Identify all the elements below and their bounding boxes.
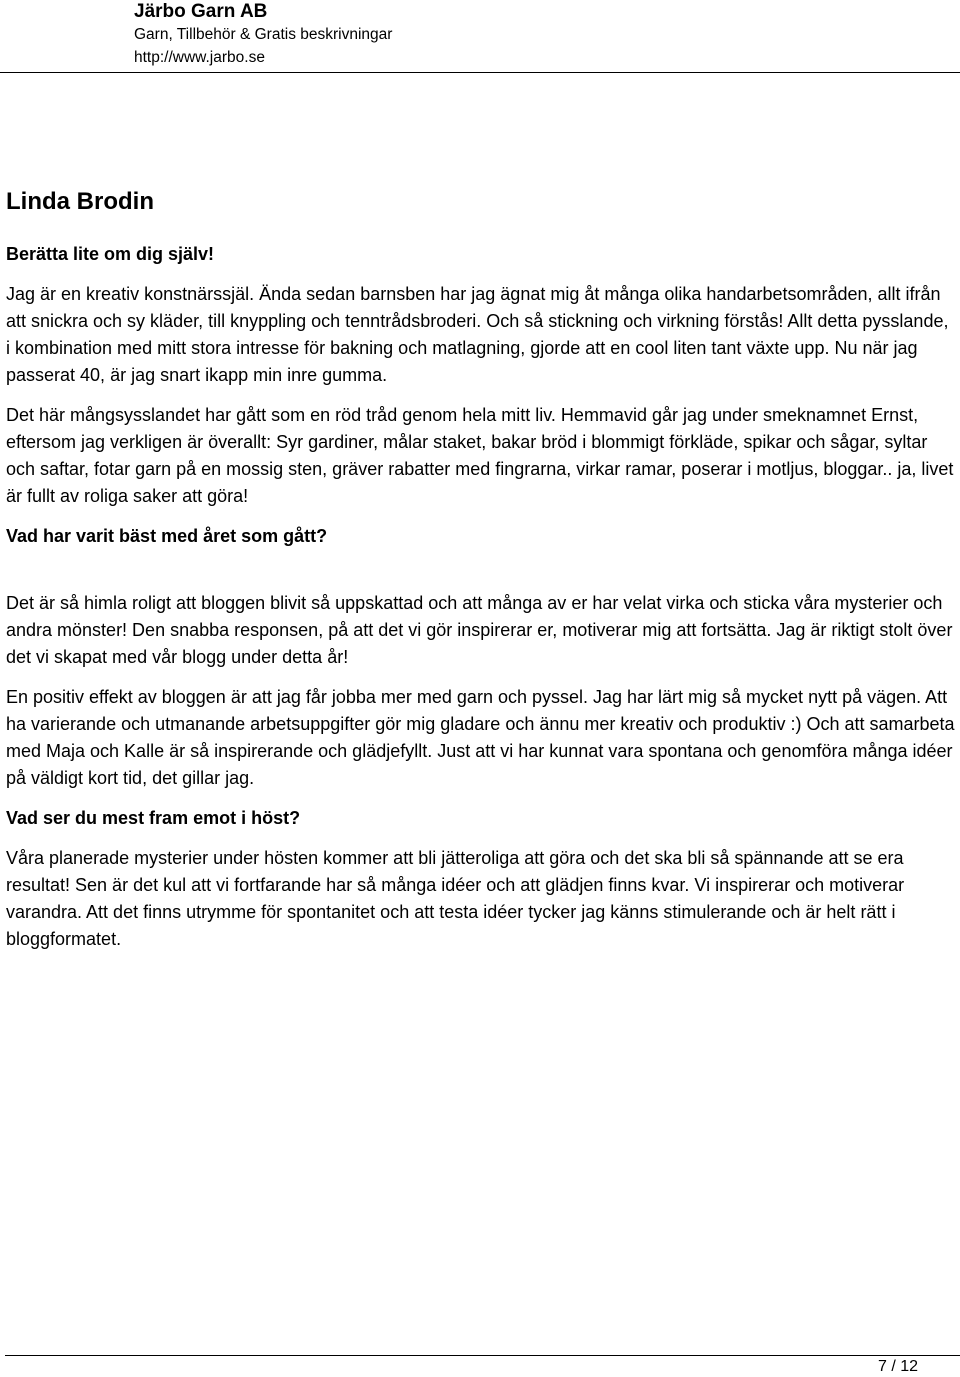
company-name: Järbo Garn AB — [134, 1, 268, 22]
paragraph-4: En positiv effekt av bloggen är att jag får jobba mer med garn och pyssel. Jag har lärt mig så mycket nytt på vägen. Att ha varierande och utmanande arbetsuppgifter gör mig gladare och ännu mer kreativ och produktiv :) Och att samarbeta med Maja och Kalle är så inspirerande och glädjefyllt. Just att vi har kunnat vara spontana och genomföra många idéer på väldigt kort tid, det gillar jag. — [6, 687, 955, 788]
question-heading-3: Vad ser du mest fram emot i höst? — [6, 808, 301, 828]
article-body — [6, 185, 956, 966]
company-url[interactable]: http://www.jarbo.se — [134, 49, 265, 66]
paragraph-2: Det här mångsysslandet har gått som en röd tråd genom hela mitt liv. Hemmavid går jag under smeknamnet Ernst, eftersom jag verkligen är överallt: Syr gardiner, målar staket, bakar bröd i blommigt förkläde, spikar och sågar, syltar och saftar, fotar garn på en mossig sten, gräver rabatter med fingrarna, virkar ramar, poserar i motljus, bloggar.. ja, livet är fullt av roliga saker att göra! — [6, 405, 954, 506]
paragraph-3: Det är så himla roligt att bloggen blivit så uppskattad och att många av er har velat virka och sticka våra mysterier och andra mönster! Den snabba responsen, på att det vi gör inspirerar er, motiverar mig att fortsätta. Jag är riktigt stolt över det vi skapat med vår blogg under detta år! — [6, 593, 953, 667]
company-tagline: Garn, Tillbehör & Gratis beskrivningar — [134, 26, 393, 43]
page-header — [134, 0, 954, 69]
paragraph-5: Våra planerade mysterier under hösten kommer att bli jätteroliga att göra och det ska bli så spännande att se era resultat! Sen är det kul att vi fortfarande har så många idéer och att glädjen finns kvar. Vi inspirerar och motiverar varandra. Att det finns utrymme för spontanitet och att testa idéer tycker jag känns stimulerande och är helt rätt i bloggformatet. — [6, 848, 905, 949]
header-divider — [0, 72, 960, 73]
page-number: 7 / 12 — [877, 1358, 918, 1375]
question-heading-2: Vad har varit bäst med året som gått? — [6, 526, 328, 546]
article-title: Linda Brodin — [6, 188, 154, 215]
footer-divider — [5, 1355, 960, 1356]
question-heading-1: Berätta lite om dig själv! — [6, 244, 215, 264]
paragraph-1: Jag är en kreativ konstnärssjäl. Ända sedan barnsben har jag ägnat mig åt många olika handarbetsområden, allt ifrån att snickra och sy kläder, till knyppling och tenntrådsbroderi. Och så stickning och virkning förstås! Allt detta pysslande, i kombination med mitt stora intresse för bakning och matlagning, gjorde att en cool liten tant växte upp. Nu när jag passerat 40, är jag snart ikapp min inre gumma. — [6, 284, 949, 385]
